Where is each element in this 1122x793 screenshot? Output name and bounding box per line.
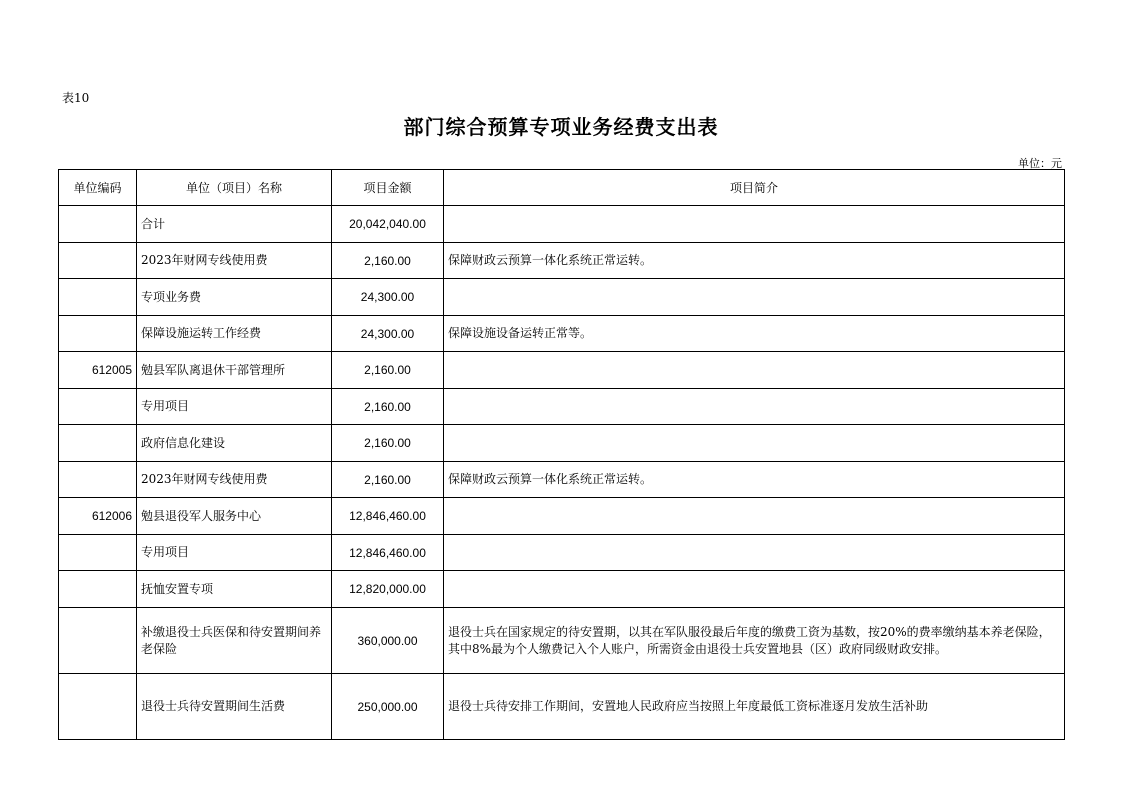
- table-row: [59, 352, 1065, 389]
- cell-description: 退役士兵待安排工作期间，安置地人民政府应当按照上年度最低工资标准逐月发放生活补助: [444, 674, 1065, 740]
- cell-amount: 2,160.00: [332, 425, 444, 462]
- cell-item-name: 退役士兵待安置期间生活费: [137, 674, 332, 740]
- cell-unit-code: [59, 535, 137, 571]
- cell-amount: 2,160.00: [332, 462, 444, 498]
- cell-unit-code: [59, 674, 137, 740]
- cell-amount: 360,000.00: [332, 608, 444, 674]
- cell-item-name: 抚恤安置专项: [137, 571, 332, 608]
- table-row: [59, 498, 1065, 535]
- cell-description: [444, 352, 1065, 389]
- cell-unit-code: [59, 316, 137, 352]
- cell-amount: 12,846,460.00: [332, 498, 444, 535]
- cell-unit-code: [59, 206, 137, 243]
- cell-unit-code: 612005: [59, 352, 137, 389]
- cell-unit-code: [59, 425, 137, 462]
- cell-unit-code: [59, 571, 137, 608]
- table-row: [59, 389, 1065, 425]
- cell-amount: 2,160.00: [332, 389, 444, 425]
- table-row: [59, 243, 1065, 279]
- cell-item-name: 保障设施运转工作经费: [137, 316, 332, 352]
- cell-amount: 2,160.00: [332, 352, 444, 389]
- column-header-description: 项目简介: [444, 170, 1065, 206]
- cell-unit-code: [59, 279, 137, 316]
- cell-item-name: 2023年财网专线使用费: [137, 462, 332, 498]
- cell-item-name: 2023年财网专线使用费: [137, 243, 332, 279]
- table-number: 表10: [62, 91, 90, 105]
- cell-description: 退役士兵在国家规定的待安置期，以其在军队服役最后年度的缴费工资为基数，按20%的费率缴纳基本养老保险，其中8%最为个人缴费记入个人账户，所需资金由退役士兵安置地县（区）政府同级财政安排。: [444, 608, 1065, 674]
- cell-unit-code: [59, 389, 137, 425]
- table-row: [59, 425, 1065, 462]
- table-row: [59, 608, 1065, 674]
- cell-unit-code: [59, 243, 137, 279]
- cell-item-name: 勉县军队离退休干部管理所: [137, 352, 332, 389]
- cell-amount: 24,300.00: [332, 316, 444, 352]
- cell-item-name: 专项业务费: [137, 279, 332, 316]
- table-body: [59, 206, 1065, 740]
- cell-unit-code: 612006: [59, 498, 137, 535]
- column-header-amount: 项目金额: [332, 170, 444, 206]
- cell-description: [444, 498, 1065, 535]
- table-row: [59, 279, 1065, 316]
- column-header-code: 单位编码: [59, 170, 137, 206]
- cell-description: [444, 206, 1065, 243]
- table-row: [59, 674, 1065, 740]
- cell-amount: 12,846,460.00: [332, 535, 444, 571]
- cell-amount: 2,160.00: [332, 243, 444, 279]
- table-header-row: [59, 170, 1065, 206]
- cell-item-name: 专用项目: [137, 389, 332, 425]
- cell-description: 保障财政云预算一体化系统正常运转。: [444, 462, 1065, 498]
- table-row: [59, 316, 1065, 352]
- cell-description: 保障财政云预算一体化系统正常运转。: [444, 243, 1065, 279]
- page-title: 部门综合预算专项业务经费支出表: [403, 115, 719, 139]
- unit-label: 单位：元: [1018, 157, 1062, 170]
- cell-amount: 24,300.00: [332, 279, 444, 316]
- cell-item-name: 专用项目: [137, 535, 332, 571]
- cell-item-name: 政府信息化建设: [137, 425, 332, 462]
- cell-description: [444, 425, 1065, 462]
- cell-unit-code: [59, 608, 137, 674]
- table-row: [59, 462, 1065, 498]
- cell-amount: 20,042,040.00: [332, 206, 444, 243]
- cell-unit-code: [59, 462, 137, 498]
- cell-description: [444, 535, 1065, 571]
- cell-item-name: 补缴退役士兵医保和待安置期间养老保险: [137, 608, 332, 674]
- table-row: [59, 206, 1065, 243]
- cell-item-name: 合计: [137, 206, 332, 243]
- column-header-name: 单位（项目）名称: [137, 170, 332, 206]
- cell-description: [444, 571, 1065, 608]
- expenditure-table: [58, 169, 1065, 740]
- cell-item-name: 勉县退役军人服务中心: [137, 498, 332, 535]
- table-row: [59, 535, 1065, 571]
- cell-amount: 250,000.00: [332, 674, 444, 740]
- cell-description: [444, 389, 1065, 425]
- cell-description: 保障设施设备运转正常等。: [444, 316, 1065, 352]
- cell-description: [444, 279, 1065, 316]
- cell-amount: 12,820,000.00: [332, 571, 444, 608]
- table-row: [59, 571, 1065, 608]
